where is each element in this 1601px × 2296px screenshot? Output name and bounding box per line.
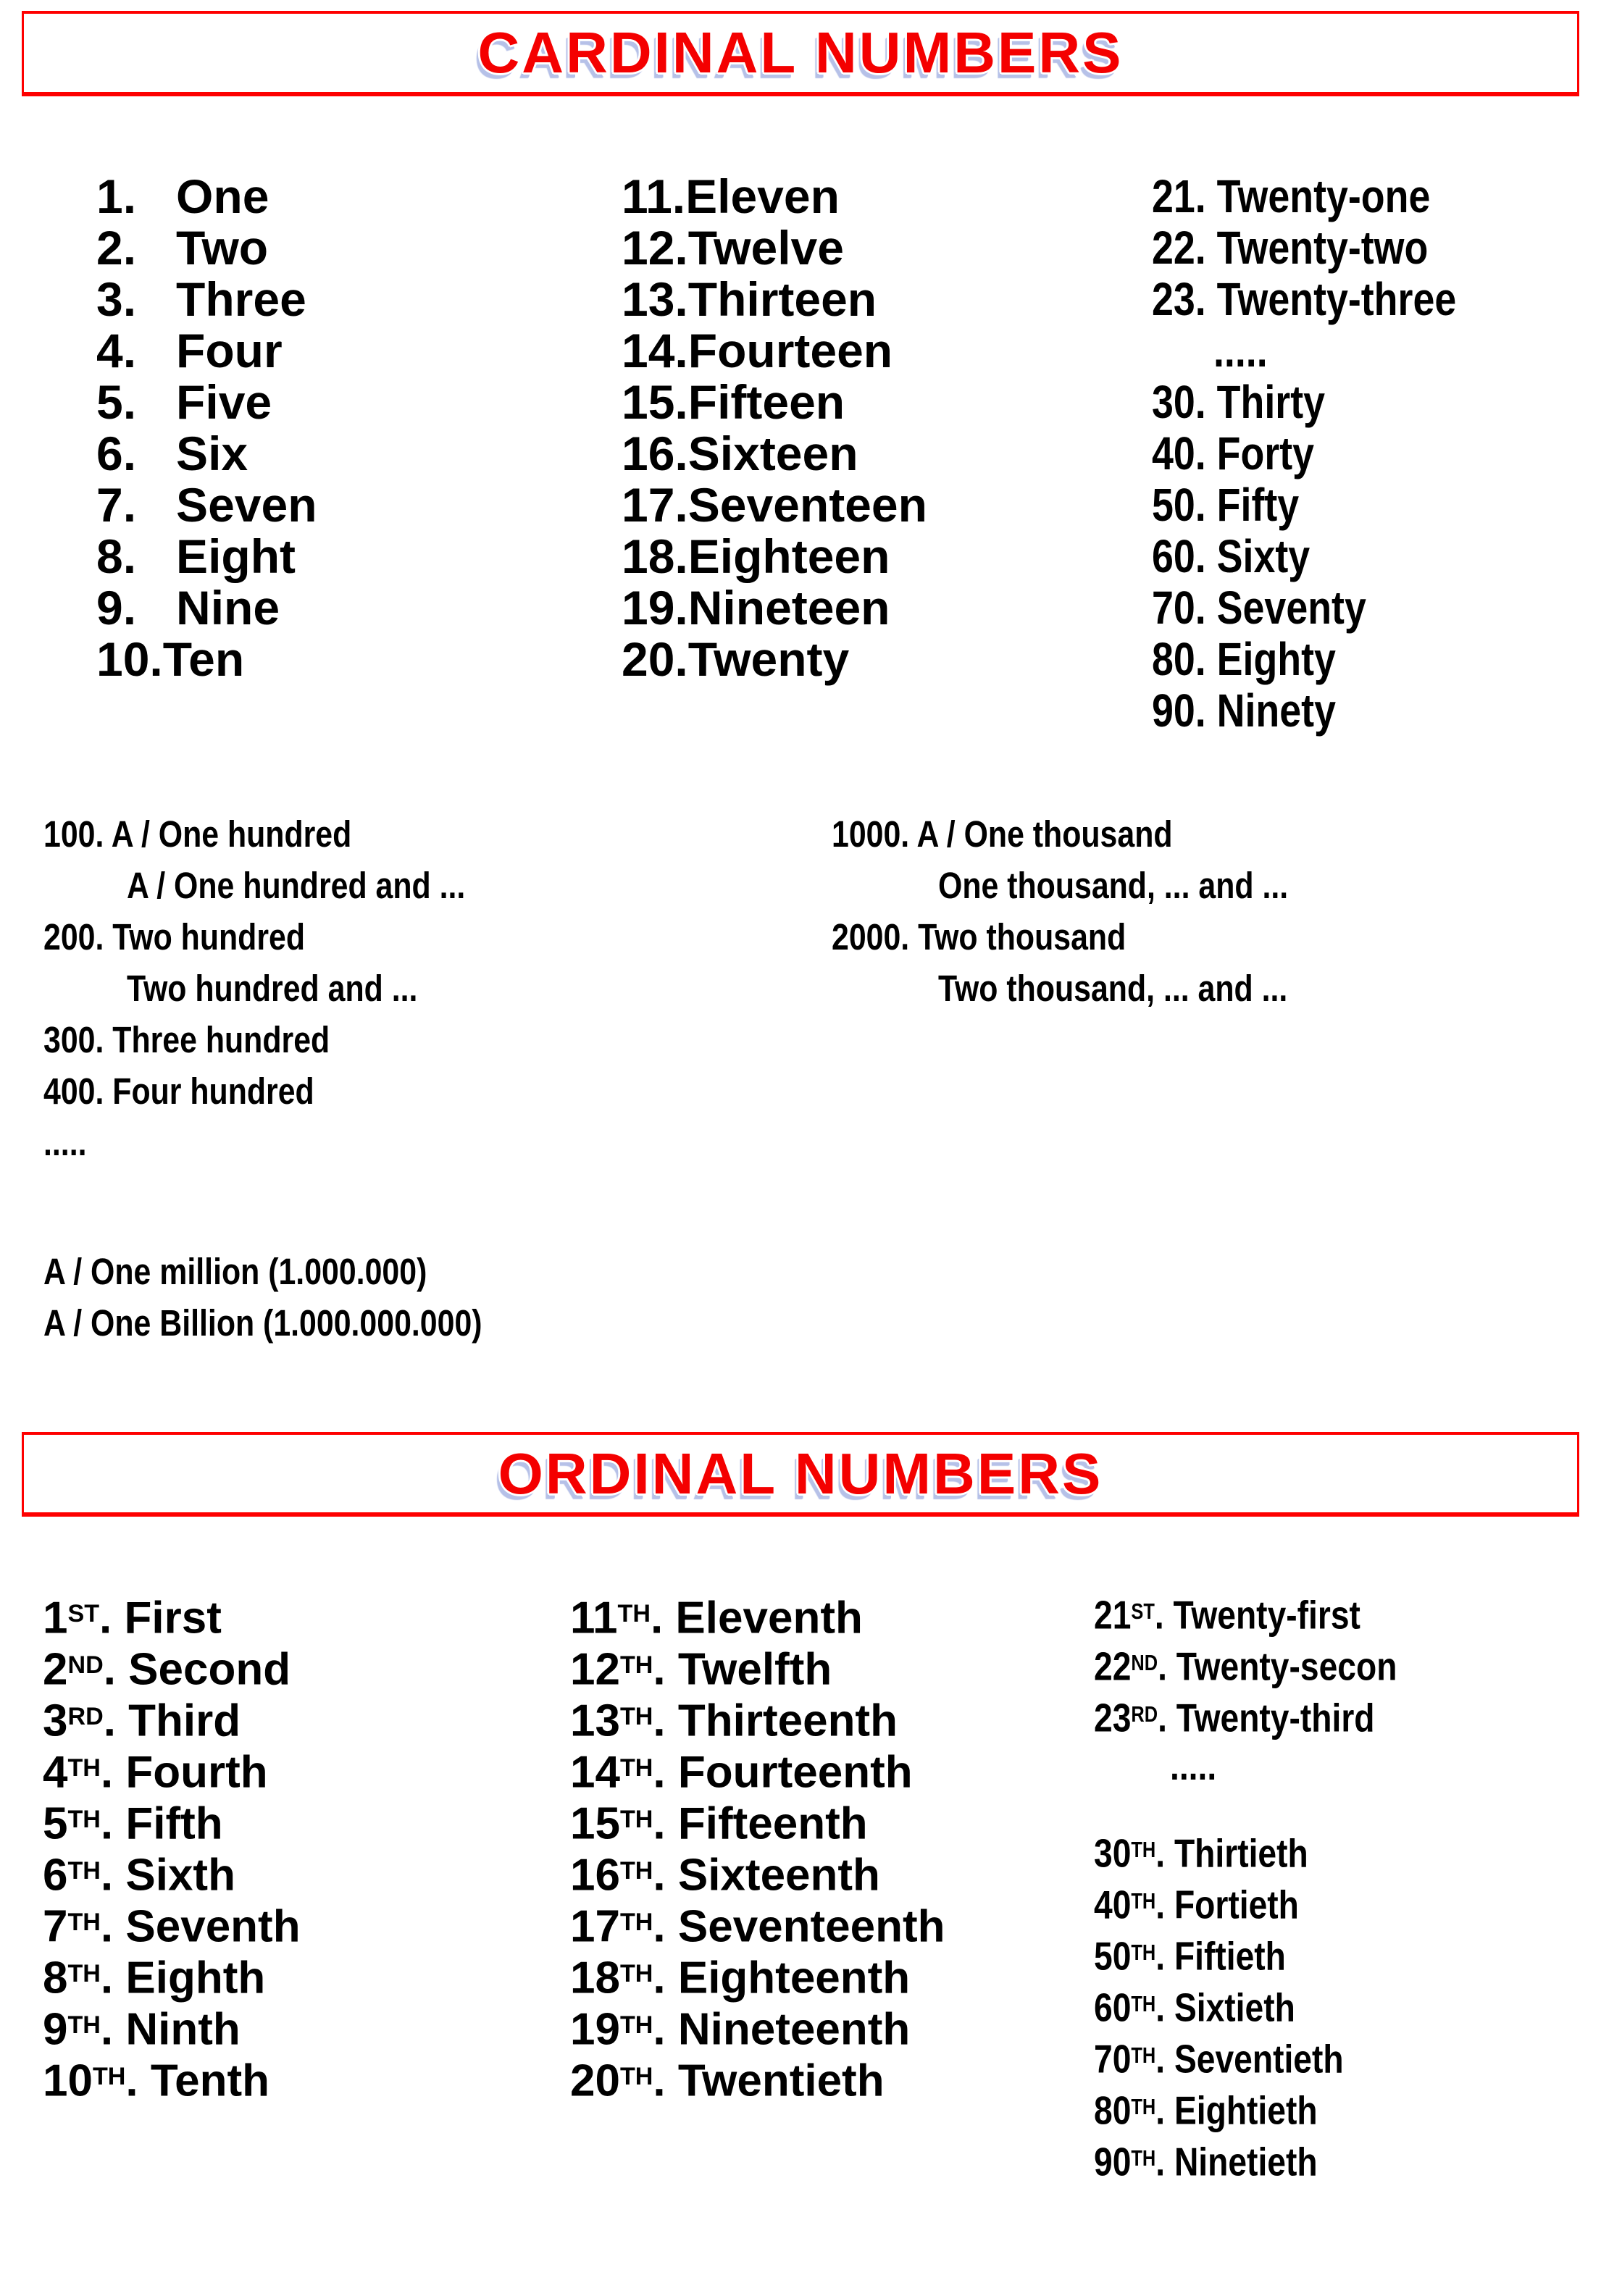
list-item: 10TH. Tenth: [43, 2056, 269, 2106]
list-item: 40. Forty: [1152, 427, 1315, 479]
ordinal-numbers-title: ORDINAL NUMBERS: [498, 1441, 1103, 1506]
list-spacer: [1094, 1792, 1455, 1824]
list-item: 60. Sixty: [1152, 530, 1311, 582]
list-item: 90TH. Ninetieth: [1094, 2139, 1318, 2184]
list-item: 6TH. Sixth: [43, 1850, 235, 1901]
list-item: 7TH. Seventh: [43, 1901, 301, 1952]
list-item: 13TH. Thirteenth: [570, 1696, 898, 1746]
ordinal-column-11-20: [570, 1588, 945, 2106]
list-item: 200. Two hundred: [43, 916, 306, 958]
list-item: 1. One: [96, 169, 269, 223]
list-item: 400. Four hundred: [43, 1071, 314, 1112]
cardinal-numbers-header-box: [22, 11, 1579, 96]
list-item: 2ND. Second: [43, 1644, 291, 1695]
list-item: 19TH. Nineteenth: [570, 2004, 911, 2055]
list-item: 1000. A / One thousand: [832, 813, 1173, 855]
list-item: 5TH. Fifth: [43, 1798, 223, 1849]
list-item: 15.Fifteen: [622, 375, 845, 429]
list-item: 18.Eighteen: [622, 529, 890, 583]
list-item: 80TH. Eightieth: [1094, 2087, 1318, 2133]
list-item: 17TH. Seventeenth: [570, 1901, 945, 1952]
list-item: .....: [43, 1122, 87, 1163]
list-item: 80. Eighty: [1152, 633, 1336, 685]
list-item: 22. Twenty-two: [1152, 222, 1429, 274]
list-item: 3RD. Third: [43, 1696, 241, 1746]
list-item: .....: [1213, 324, 1268, 377]
list-item: 13.Thirteen: [622, 272, 877, 326]
list-item: 70. Seventy: [1152, 582, 1366, 634]
list-item: 15TH. Fifteenth: [570, 1798, 868, 1849]
list-item: 7. Seven: [96, 478, 317, 532]
list-item: 30. Thirty: [1152, 376, 1326, 428]
list-item: 14TH. Fourteenth: [570, 1747, 913, 1798]
ordinal-column-1-10: [43, 1588, 301, 2106]
list-item: 60TH. Sixtieth: [1094, 1985, 1295, 2030]
list-item: 12TH. Twelfth: [570, 1644, 832, 1695]
list-item: 11TH. Eleventh: [570, 1593, 863, 1643]
list-item: A / One million (1.000.000): [43, 1251, 427, 1292]
list-item: 18TH. Eighteenth: [570, 1953, 911, 2003]
list-item: 2. Two: [96, 221, 269, 275]
list-item: 22ND. Twenty-secon: [1094, 1643, 1397, 1689]
list-item: 3. Three: [96, 272, 306, 326]
list-item: A / One Billion (1.000.000.000): [43, 1302, 482, 1344]
list-item: 21. Twenty-one: [1152, 170, 1431, 222]
list-item: 19.Nineteen: [622, 581, 890, 634]
list-item: 100. A / One hundred: [43, 813, 352, 855]
list-item: One thousand, ... and ...: [938, 865, 1289, 906]
list-item: 1ST. First: [43, 1593, 222, 1643]
hundreds-list: [43, 808, 530, 1168]
list-item: 8. Eight: [96, 529, 296, 583]
list-item: 12.Twelve: [622, 221, 844, 275]
cardinal-column-11-20: [622, 171, 927, 685]
list-item: 70TH. Seventieth: [1094, 2036, 1344, 2082]
list-item: 21ST. Twenty-first: [1094, 1592, 1360, 1638]
list-item: 50. Fifty: [1152, 479, 1300, 531]
list-item: 11.Eleven: [622, 169, 840, 223]
list-item: 4TH. Fourth: [43, 1747, 268, 1798]
list-item: 16TH. Sixteenth: [570, 1850, 880, 1901]
list-item: 20.Twenty: [622, 632, 850, 686]
millions-billions-list: [43, 1246, 566, 1349]
list-item: Two thousand, ... and ...: [938, 968, 1288, 1009]
list-item: 4. Four: [96, 324, 283, 377]
list-item: 300. Three hundred: [43, 1019, 330, 1060]
list-item: 9TH. Ninth: [43, 2004, 241, 2055]
cardinal-column-1-10: [96, 171, 317, 685]
list-item: 50TH. Fiftieth: [1094, 1933, 1286, 1979]
cardinal-numbers-title: CARDINAL NUMBERS: [477, 20, 1124, 85]
list-item: A / One hundred and ...: [127, 865, 466, 906]
list-item: 40TH. Fortieth: [1094, 1882, 1299, 1927]
thousands-list: [832, 808, 1355, 1014]
list-item: .....: [1170, 1743, 1217, 1788]
list-item: 6. Six: [96, 427, 248, 480]
list-item: Two hundred and ...: [127, 968, 418, 1009]
list-item: 17.Seventeen: [622, 478, 927, 532]
list-item: 30TH. Thirtieth: [1094, 1830, 1308, 1876]
list-item: 14.Fourteen: [622, 324, 893, 377]
cardinal-column-21-90: [1152, 171, 1514, 737]
list-item: 10.Ten: [96, 632, 245, 686]
list-item: 5. Five: [96, 375, 272, 429]
list-item: 20TH. Twentieth: [570, 2056, 885, 2106]
list-item: 9. Nine: [96, 581, 280, 634]
list-item: 23RD. Twenty-third: [1094, 1695, 1375, 1740]
list-item: 90. Ninety: [1152, 684, 1336, 737]
list-item: 2000. Two thousand: [832, 916, 1126, 958]
ordinal-column-21-90: [1094, 1586, 1455, 2184]
list-item: 8TH. Eighth: [43, 1953, 266, 2003]
ordinal-numbers-header-box: [22, 1432, 1579, 1517]
list-item: 16.Sixteen: [622, 427, 858, 480]
list-item: 23. Twenty-three: [1152, 273, 1457, 325]
